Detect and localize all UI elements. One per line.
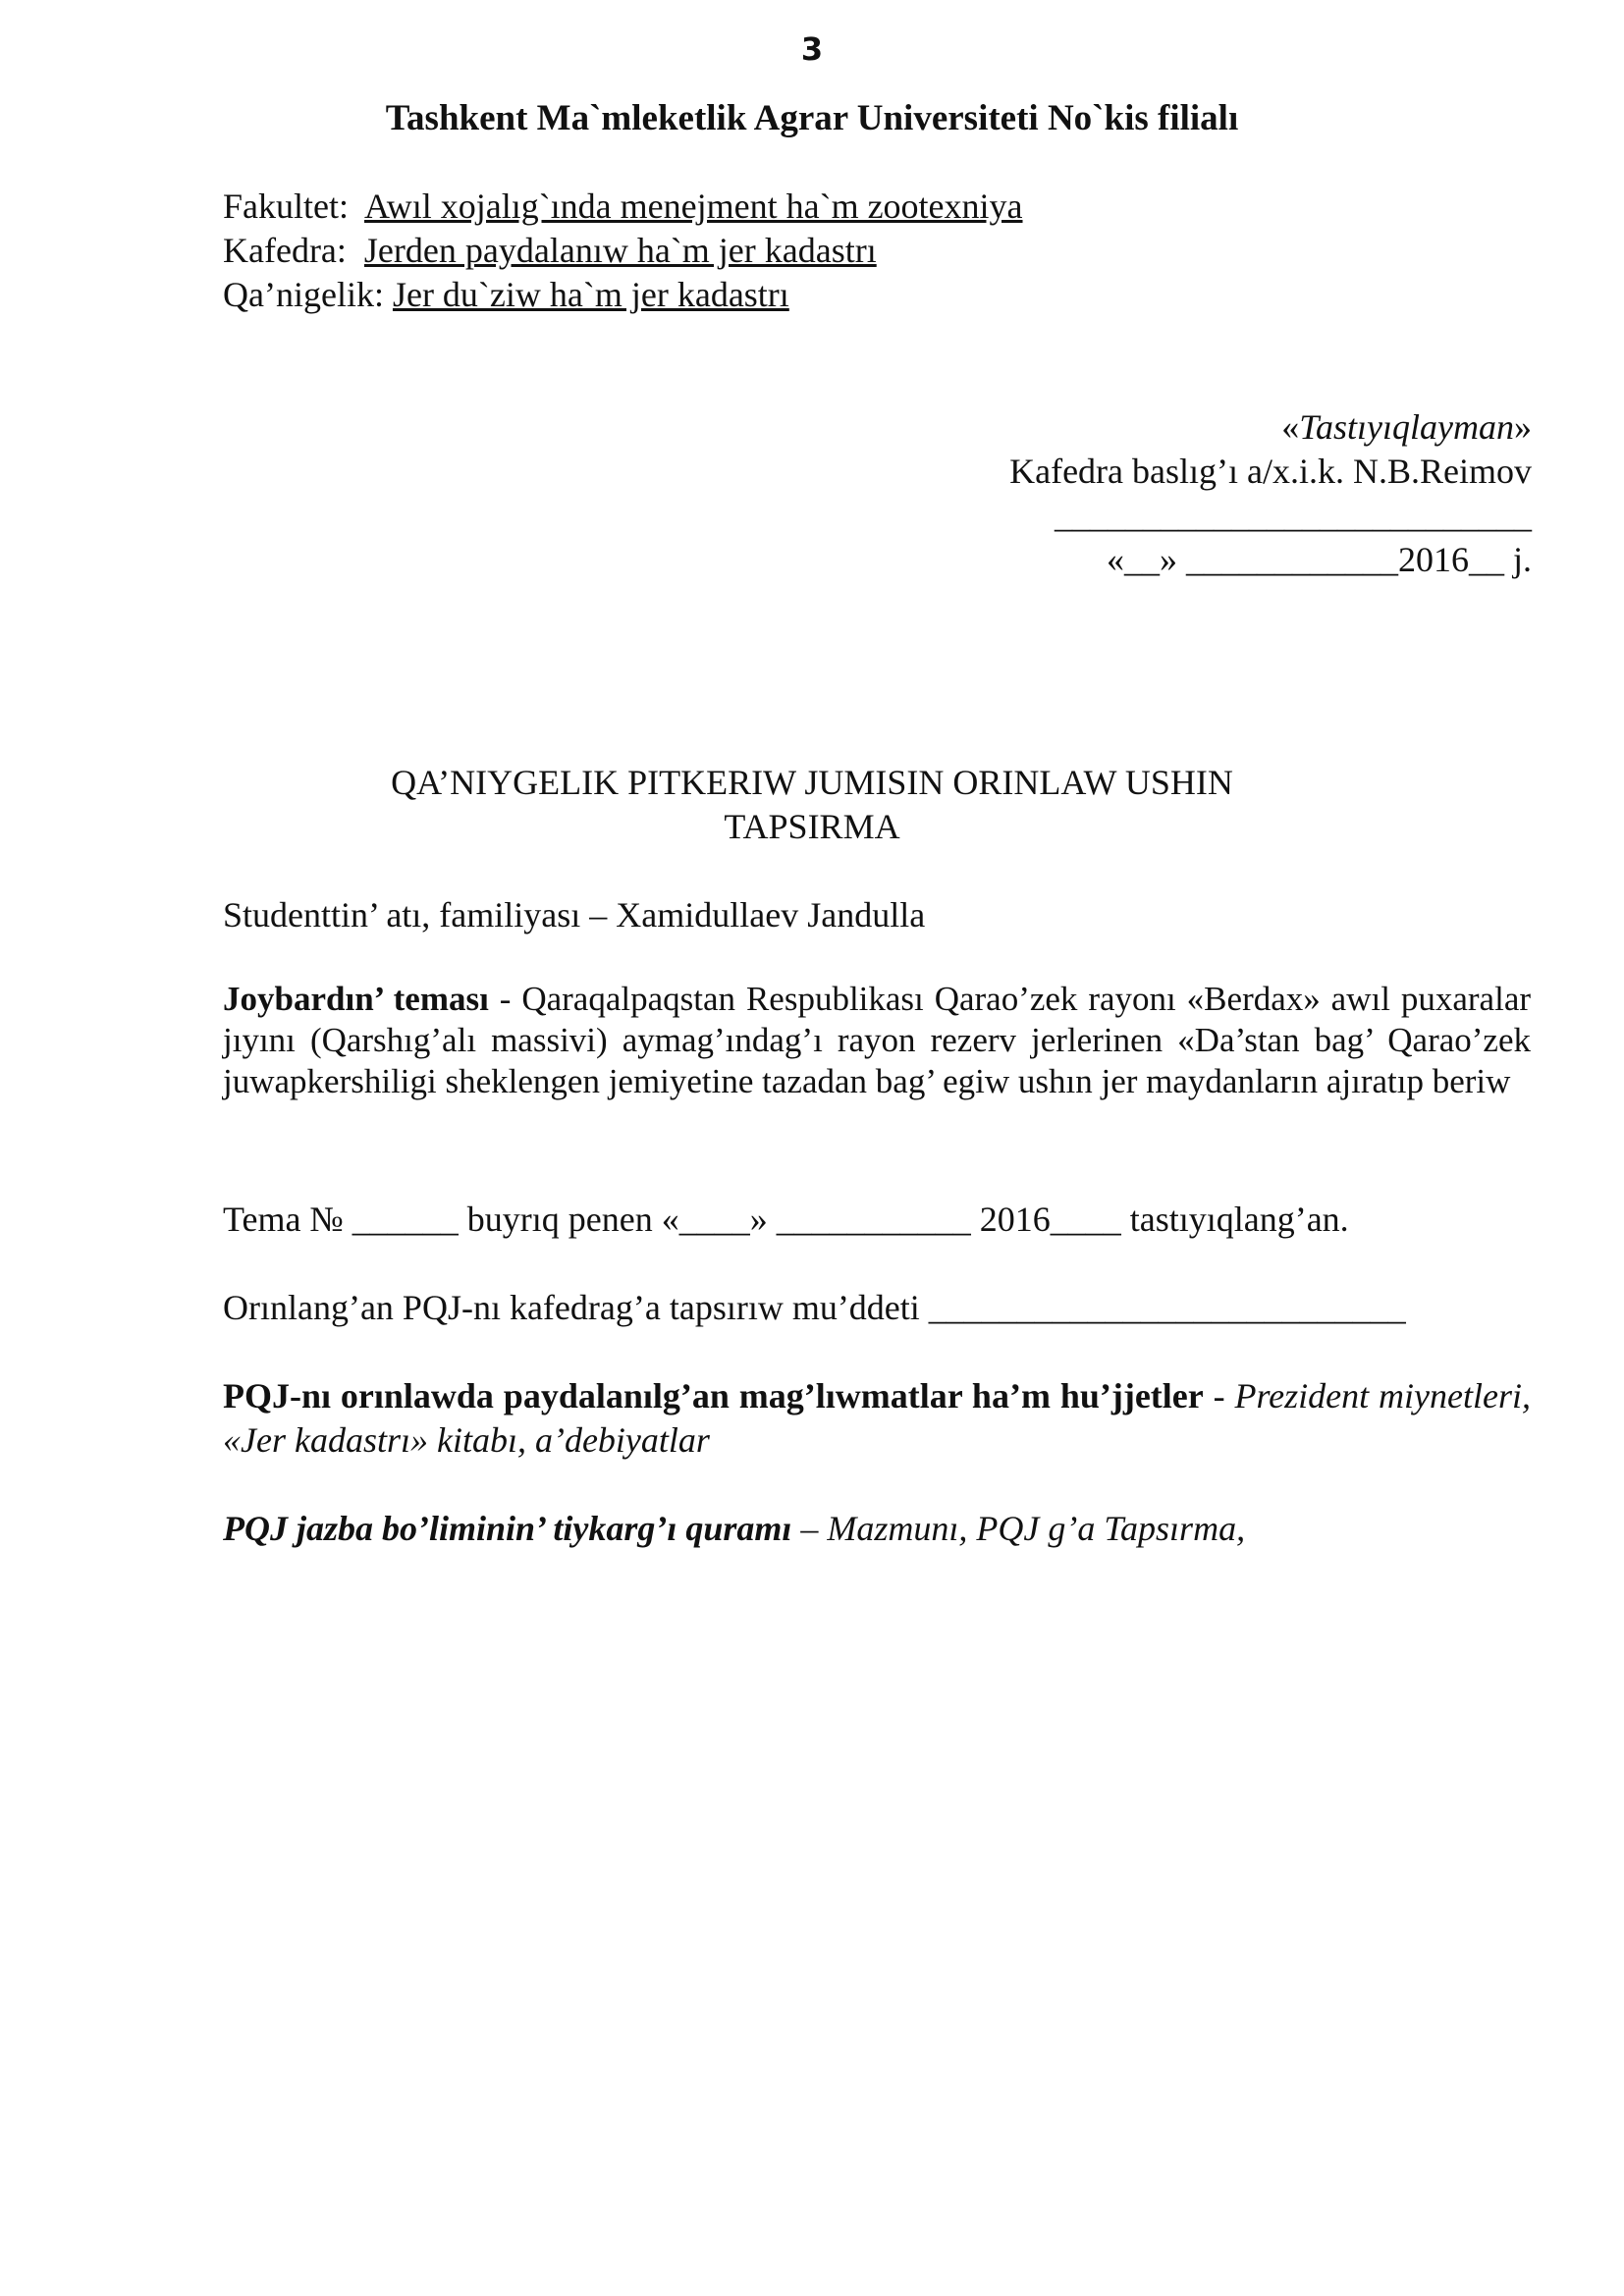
faculty-value: Awıl xojalıg`ında menejment ha`m zootexniya	[364, 187, 1023, 226]
open-quote: «	[1281, 407, 1300, 447]
thesis-paragraph	[223, 979, 1531, 1102]
sources-separator: -	[1203, 1376, 1235, 1415]
approval-title	[864, 405, 1532, 450]
structure-separator: –	[791, 1509, 828, 1548]
thesis-separator: -	[488, 980, 522, 1018]
close-quote: »	[1514, 407, 1532, 447]
structure-text: Mazmunı, PQJ g’a Tapsırma,	[827, 1509, 1246, 1548]
sources-label: PQJ-nı orınlawda paydalanılg’an mag’lıwmatlar ha’m hu’jjetler	[223, 1376, 1204, 1415]
approval-word: Tastıyıqlayman	[1299, 407, 1514, 447]
specialty-value: Jer du`ziw ha`m jer kadastrı	[392, 275, 789, 314]
approval-head: Kafedra baslıg’ı a/x.i.k. N.B.Reimov	[1009, 452, 1532, 491]
faculty-label: Fakultet:	[223, 187, 349, 226]
department-value: Jerden paydalanıw ha`m jer kadastrı	[363, 231, 877, 270]
heading-line-1: QA’NIYGELIK PITKERIW JUMISIN ORINLAW USHIN	[391, 763, 1233, 802]
document-heading	[0, 761, 1624, 849]
specialty-label: Qa’nigelik:	[223, 275, 384, 314]
department-label: Kafedra:	[223, 231, 347, 270]
approval-date: «__» ____________2016__ j.	[1106, 540, 1532, 579]
university-title: Tashkent Ma`mleketlik Agrar Universiteti No`kis filialı	[385, 98, 1239, 138]
specialty-row	[223, 273, 1529, 317]
thesis-text: Qaraqalpaqstan Respublikası Qarao’zek rayonı «Berdax» awıl puxaralar jıyını (Qarshıg’alı massivi) aymag’ındag’ı rayon rezerv jerlerinen «Da’stan bag’ Qarao’zek juwapkershiligi sheklengen jemiyetine tazadan bag’ egiw ushın jer maydanların ajıratıp beriw	[223, 980, 1532, 1100]
signature-line: ___________________________	[1055, 496, 1532, 535]
department-row	[223, 229, 1529, 273]
tema-line: Tema № ______ buyrıq penen «____» ___________ 2016____ tastıyıqlang’an.	[223, 1200, 1349, 1239]
heading-line-2: TAPSIRMA	[724, 807, 900, 846]
sources-paragraph	[223, 1374, 1531, 1463]
faculty-row	[223, 185, 1529, 229]
structure-paragraph	[223, 1507, 1531, 1551]
page-number: 3	[800, 30, 824, 68]
structure-label: PQJ jazba bo’liminin’ tiykarg’ı quramı	[223, 1509, 792, 1548]
student-line: Studenttin’ atı, familiyası – Xamidullaev Jandulla	[223, 895, 926, 934]
approval-block	[864, 405, 1532, 582]
meta-block	[223, 185, 1529, 317]
sources-text: Prezident miynetleri, «Jer kadastrı» kitabı, a’debiyatlar	[223, 1376, 1531, 1460]
thesis-label: Joybardın’ teması	[223, 980, 489, 1018]
deadline-line: Orınlang’an PQJ-nı kafedrag’a tapsırıw mu’ddeti ___________________________	[223, 1288, 1406, 1327]
